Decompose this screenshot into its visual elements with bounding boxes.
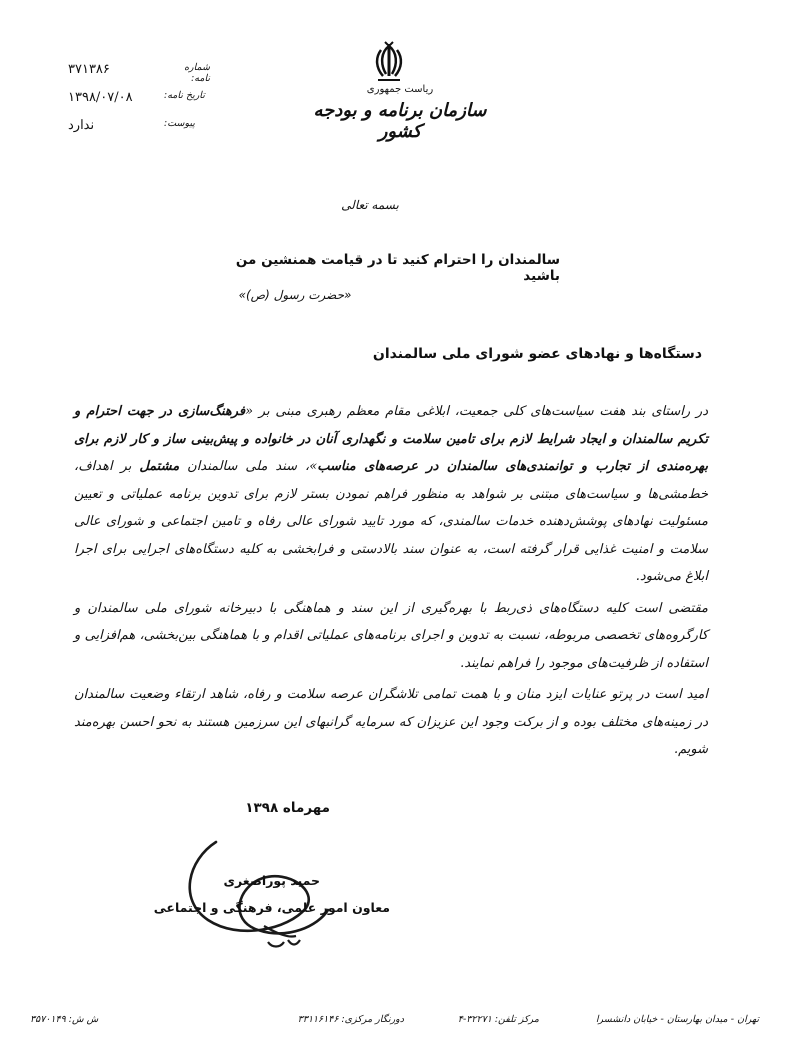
p1-a: در راستای بند هفت سیاست‌های کلی جمعیت، ابلاغی مقام معظم رهبری مبنی بر « [245, 404, 708, 419]
p1-b: فرهنگ‌سازی در جهت احترام و تکریم سالمندان و ایجاد شرایط لازم برای تامین سلامت و نگهداری آنان در خانواده و پیش‌بینی ساز و کار لازم برای بهره‌مندی از تجارب و توانمندی‌های سالمندان در عرصه‌های مناسب [74, 404, 708, 474]
letter-date-row [60, 90, 210, 118]
footer-postal-label: ش ش: [68, 1014, 99, 1025]
hadith-quote: سالمندان را احترام کنید تا در قیامت همنشین من باشید [235, 252, 560, 284]
body-paragraph-2: مقتضی است کلیه دستگاه‌های ذی‌ربط با بهره‌گیری از این سند و هماهنگی با دبیرخانه شورای ملی سالمندان و کارگروه‌های تخصصی مربوطه، نسبت به تدوین و اجرای برنامه‌های عملیاتی اقدام و با هماهنگی بین‌بخشی، هم‌افزایی و استفاده از ظرفیت‌های موجود را فراهم نمایند. [74, 600, 708, 671]
footer-address: تهران - میدان بهارستان - خیابان دانشسرا [595, 1014, 759, 1025]
basmala: بسمه تعالی [341, 198, 399, 212]
signer-name: حمید پوراصغری [223, 873, 320, 888]
footer-fax-value: ۳۳۱۱۶۱۴۶ [297, 1014, 339, 1025]
letter-number-row [60, 62, 210, 90]
letter-body [74, 398, 708, 768]
p1-c: »، سند ملی سالمندان [179, 459, 318, 474]
letter-attachment: ندارد [68, 118, 95, 133]
date-line: مهرماه ۱۳۹۸ [245, 800, 330, 816]
footer-postal [30, 1014, 98, 1025]
footer-phone [458, 1014, 539, 1025]
body-paragraph-1 [74, 398, 708, 591]
organization-name: سازمان برنامه و بودجه کشور [313, 100, 487, 142]
body-paragraph-3: امید است در پرتو عنایات ایزد منان و با همت تمامی تلاشگران عرصه سلامت و رفاه، شاهد ارتقاء وضعیت سالمندان در زمینه‌های مختلف بوده و از برکت وجود این عزیزان که سرمایه گرانبهای این سرزمین هستند به نحو احسن بهره‌مند شویم. [74, 687, 708, 757]
letter-number-label: شماره نامه: [184, 62, 210, 84]
p1-d: مشتمل [139, 459, 180, 474]
presidency-label: ریاست جمهوری [366, 84, 434, 95]
letter-meta [60, 62, 210, 146]
footer-fax [298, 1014, 404, 1025]
p1-e: بر اهداف، خط‌مشی‌ها و سیاست‌های مبتنی بر شواهد به منظور فراهم نمودن بستر لازم برای تدوین برنامه عملیاتی و تعیین مسئولیت نهادهای پوشش‌دهنده خدمات سالمندی، که مورد تایید شورای عالی رفاه و تامین اجتماعی و شورای عالی سلامت و امنیت غذایی قرار گرفته است، به عنوان سند بالادستی و فرابخشی به کلیه دستگاه‌های اجرایی برای اجرا ابلاغ می‌شود. [74, 459, 708, 584]
letter-attachment-row [60, 118, 210, 146]
addressee: دستگاه‌ها و نهادهای عضو شورای ملی سالمندان [372, 346, 702, 362]
iran-emblem-icon [372, 40, 406, 86]
footer-fax-label: دورنگار مرکزی: [341, 1014, 404, 1025]
letter-number: ۳۷۱۳۸۶ [68, 62, 110, 77]
signer-title: معاون امور علمی، فرهنگی و اجتماعی [153, 900, 390, 915]
letter-date: ۱۳۹۸/۰۷/۰۸ [68, 90, 133, 105]
footer-postal-value: ۳۵۷۰۱۴۹ [30, 1014, 66, 1025]
letter-date-label: تاریخ نامه: [164, 90, 205, 101]
footer-phone-value: ۳۲۲۷۱-۴ [457, 1014, 492, 1025]
hadith-attribution: «حضرت رسول (ص)» [238, 288, 352, 302]
letter-attachment-label: پیوست: [164, 118, 195, 129]
footer-phone-label: مرکز تلفن: [494, 1014, 539, 1025]
